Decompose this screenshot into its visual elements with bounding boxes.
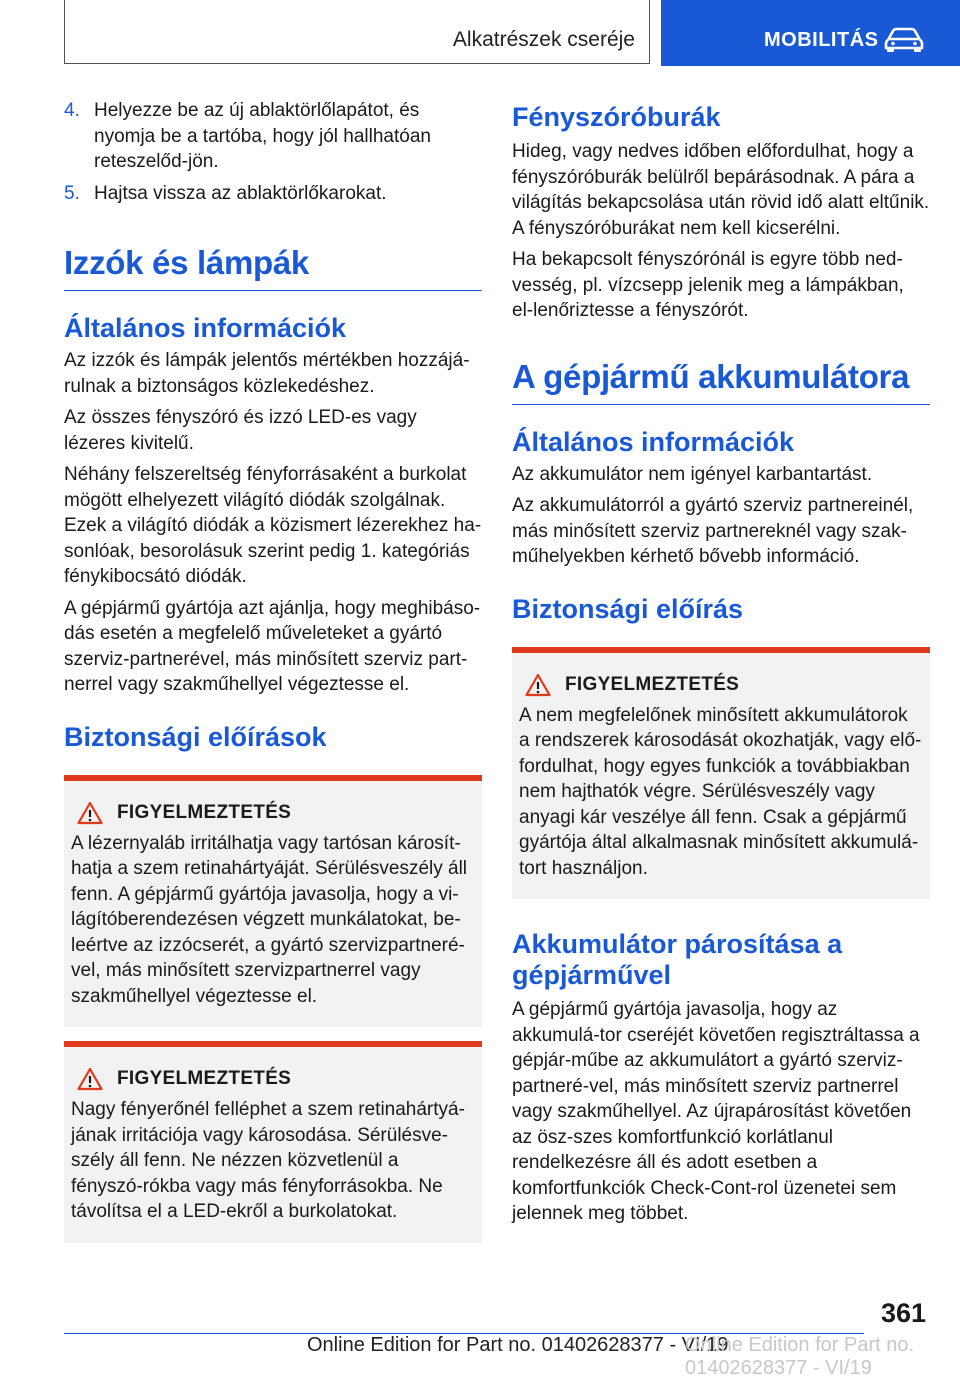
edition-text: Online Edition for Part no. 01402628377 - VI/19 [307,1334,729,1356]
step-number: 5. [64,182,80,204]
step-text: Helyezze be az új ablaktörlőlapátot, és nyomja be a tartóba, hogy jól hallhatóan reteszelőd‐jön. [94,100,431,172]
warning-text: Nagy fényerőnél felléphet a szem retinahártyá‐jának irritációja vagy károsodása. Sérülésve‐szély áll fenn. Ne nézzen közvetlenül a fényszó‐rókba vagy más fényforrásokba. Ne távolítsa el a LED-ekről a burkolatokat. [71,1099,465,1222]
step-number: 4. [64,100,80,121]
paragraph: Ha bekapcsolt fényszórónál is egyre több ned‐vesség, pl. vízcsepp jelenik meg a lámpákban, el‐lenőriztesse a fényszórót. [512,249,904,321]
warning-title: FIGYELMEZTETÉS [117,1068,292,1089]
chapter-tab [661,0,960,66]
subsection-heading-safety: Biztonsági előírások [64,721,327,752]
warning-triangle-icon [77,801,103,825]
page-number: 361 [880,1298,926,1328]
subsection-heading-pairing: Akkumulátor párosítása a gépjárművel [512,929,843,990]
subsection-heading-safety: Biztonsági előírás [512,593,744,624]
paragraph: Néhány felszereltség fényforrásaként a burkolat mögött elhelyezett világító diódák szolgálnak. Ezek a világító diódák a közismert lézerekhez ha‐sonlóak, besorolásuk szerint pedig 1. kategóriás fénykibocsátó diódák. [64,464,482,587]
warning-header [71,801,475,825]
subsection-heading-headlights: Fényszóróburák [512,102,721,132]
list-item [64,98,482,175]
page-header [0,0,960,66]
step-text: Hajtsa vissza az ablaktörlőkarokat. [94,182,387,204]
section-heading-battery: A gépjármű akkumulátora [512,358,930,405]
chapter-title: MOBILITÁS [764,29,879,51]
section-tab [64,0,650,64]
section-heading-bulbs: Izzók és lámpák [64,244,482,291]
warning-triangle-icon [77,1067,103,1091]
paragraph: Hideg, vagy nedves időben előfordulhat, hogy a fényszóróburák belülről bepárásodnak. A pára a világítás bekapcsolása után rövid idő alatt eltűnik. A fényszóróburákat nem kell kicserélni. [512,141,930,239]
paragraph: A gépjármű gyártója javasolja, hogy az akkumulá‐tor cseréjét követően regisztráltassa a gépjár‐műbe az akkumulátort a gyártó szerviz-partneré‐vel, más minősített szerviz partnerrel vagy szakműhellyel. Az újrapárosítást követően az ösz‐szes komfortfunkció korlátlanul rendelkezésre áll és adott esetben a komfortfunkciók Check-Cont‐rol üzenetei sem jelennek meg többet. [512,999,920,1224]
warning-text: A lézernyaláb irritálhatja vagy tartósan károsít‐hatja a szem retinahártyáját. Sérülésveszély áll fenn. A gépjármű gyártója javasolja, hogy a vi‐lágítóberendezésen végzett munkálatokat, be‐leértve az izzócserét, a gyártó szervizpartneré‐vel, más minősített szervizpartnerrel vagy szakműhellyel végeztesse el. [71,832,468,1007]
warning-triangle-icon [525,673,551,697]
warning-title: FIGYELMEZTETÉS [565,673,740,695]
warning-box [64,775,482,1028]
watermark-text: Online Edition for Part no. 01402628377 - VI/19 [685,1334,915,1379]
right-column [512,98,930,1233]
paragraph: A gépjármű gyártója azt ajánlja, hogy meghibáso‐dás esetén a megfelelő műveleteket a gyártó szerviz-partnerével, más minősített szerviz part‐nerrel vagy szakműhellyel végeztesse el. [64,597,481,695]
paragraph: Az izzók és lámpák jelentős mértékben hozzájá‐rulnak a biztonságos közlekedéshez. [64,350,470,397]
section-title: Alkatrészek cseréje [452,28,635,51]
subsection-heading-general: Általános információk [64,313,347,343]
warning-title: FIGYELMEZTETÉS [117,801,292,823]
warning-header [71,1067,475,1091]
list-item [64,181,482,207]
warning-header [519,673,923,697]
car-icon [884,26,924,52]
warning-box [512,647,930,900]
left-column [64,98,482,1243]
warning-box [64,1041,482,1243]
paragraph: Az akkumulátor nem igényel karbantartást. [512,463,873,485]
warning-text: A nem megfelelőnek minősített akkumulátorok a rendszerek károsodását okozhatják, vagy elő‐fordulhat, hogy egyes funkciók a továbbiakban nem hajthatók végre. Sérülésveszély vagy anyagi kár veszélye áll fenn. Csak a gépjármű gyártója által alkalmasnak minősített akkumulá‐tort használjon. [519,704,922,879]
paragraph: Az akkumulátorról a gyártó szerviz partnereinél, más minősített szerviz partnereknél vagy szak‐műhelyekben kérhető bővebb információ. [512,495,914,567]
subsection-heading-general: Általános információk [512,426,795,457]
step-list [64,98,482,206]
paragraph: Az összes fényszóró és izzó LED-es vagy lézeres kivitelű. [64,407,417,454]
